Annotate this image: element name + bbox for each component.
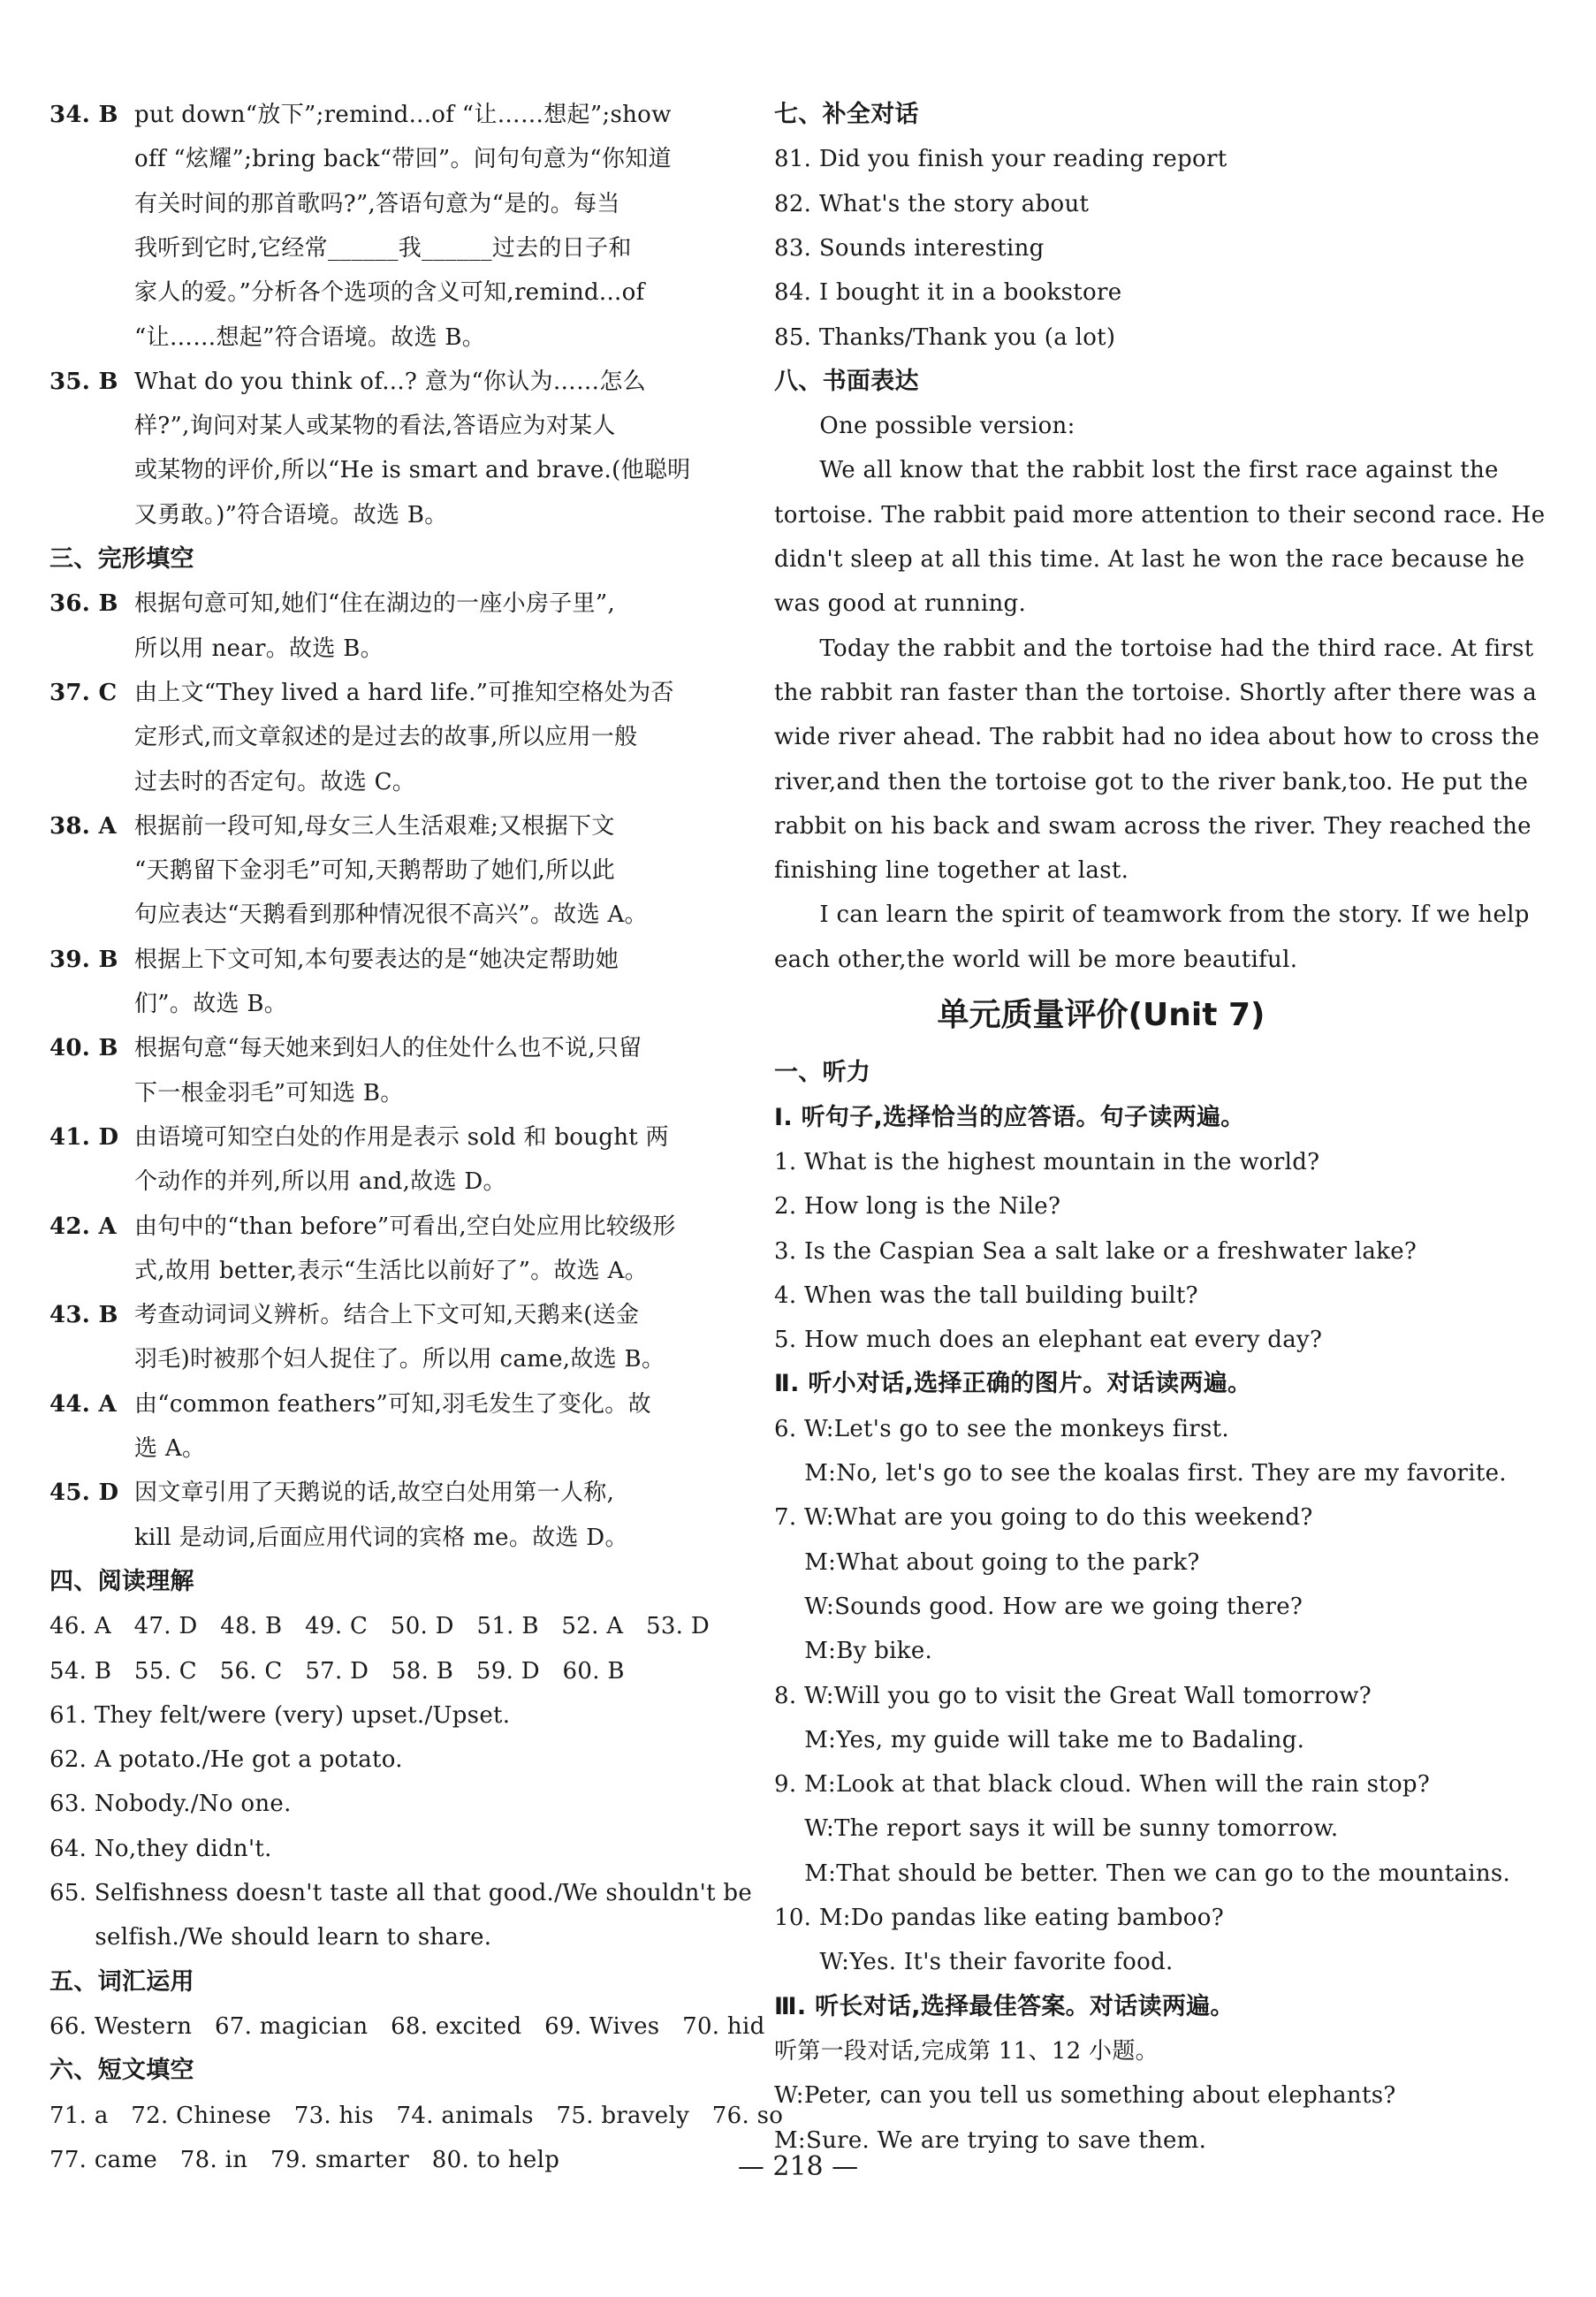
text-line	[49, 493, 448, 537]
text-line	[49, 1026, 642, 1070]
text-line	[774, 448, 1499, 492]
text-line	[49, 2004, 765, 2049]
text-line	[49, 404, 616, 448]
section-heading: Ⅲ. 听长对话,选择最佳答案。对话读两遍。	[774, 1992, 1235, 2020]
text-line	[774, 760, 1528, 804]
line-text: 83. Sounds interesting	[774, 234, 1045, 262]
line-text: each other,the world will be more beautiful.	[774, 946, 1298, 973]
line-text: We all know that the rabbit lost the first race against the	[774, 457, 1499, 484]
text-line	[774, 493, 1545, 537]
text-line	[774, 1985, 1235, 2029]
line-text: 式,故用 better,表示“生活比以前好了”。故选 A。	[134, 1257, 649, 1284]
text-line	[774, 1051, 870, 1095]
line-text: 66. Western 67. magician 68. excited 69. Wives 70. hid	[49, 2012, 765, 2040]
section-heading: 四、阅读理解	[49, 1567, 194, 1595]
line-text: 选 A。	[134, 1435, 206, 1462]
text-line	[774, 2073, 1396, 2118]
line-text: I can learn the spirit of teamwork from the story. If we help	[774, 901, 1530, 929]
text-line	[49, 1604, 710, 1648]
line-text: What do you think of...? 意为“你认为……怎么	[134, 368, 647, 395]
text-line	[49, 893, 648, 937]
line-text: finishing line together at last.	[774, 857, 1129, 885]
text-line	[49, 137, 672, 181]
text-line	[49, 1249, 648, 1293]
line-text: M:That should be better. Then we can go to the mountains.	[774, 1860, 1511, 1887]
section-heading: 八、书面表达	[774, 367, 919, 395]
section-heading: Ⅱ. 听小对话,选择正确的图片。对话读两遍。	[774, 1370, 1252, 1398]
text-line	[774, 804, 1531, 848]
line-text: selfish./We should learn to share.	[49, 1924, 492, 1951]
line-text: wide river ahead. The rabbit had no idea about how to cross the	[774, 724, 1540, 751]
line-text: 考查动词词义辨析。结合上下文可知,天鹅来(送金	[134, 1302, 640, 1329]
line-text: 由上文“They lived a hard life.”可推知空格处为否	[134, 679, 674, 706]
text-line	[49, 1205, 676, 1249]
line-text: 71. a 72. Chinese 73. his 74. animals 75. bravely 76. so	[49, 2102, 784, 2129]
question-number: 43. B	[49, 1302, 118, 1329]
section-heading: 五、词汇运用	[49, 1967, 194, 1996]
line-text: off “炫耀”;bring back“带回”。问句句意为“你知道	[134, 146, 672, 173]
text-line	[49, 760, 415, 804]
line-text: 82. What's the story about	[774, 190, 1090, 217]
text-line	[774, 1184, 1060, 1228]
line-text: 61. They felt/were (very) upset./Upset.	[49, 1701, 511, 1729]
line-text: M:Yes, my guide will take me to Badaling.	[774, 1726, 1305, 1753]
text-line	[49, 448, 690, 492]
line-text: 由句中的“than before”可看出,空白处应用比较级形	[134, 1213, 676, 1240]
question-number: 39. B	[49, 946, 118, 973]
question-number: 36. B	[49, 590, 118, 618]
line-text: the rabbit ran faster than the tortoise. Shortly after there was a	[774, 679, 1538, 706]
question-number: 34. B	[49, 102, 118, 128]
line-text: 下一根金羽毛”可知选 B。	[134, 1079, 404, 1107]
text-line	[774, 848, 1129, 893]
line-text: 所以用 near。故选 B。	[134, 635, 384, 662]
line-text: 54. B 55. C 56. C 57. D 58. B 59. D 60. B	[49, 1657, 625, 1685]
text-line	[49, 1782, 292, 1826]
line-text: 84. I bought it in a bookstore	[774, 279, 1122, 307]
question-number: 35. B	[49, 368, 118, 395]
line-text: 由“common feathers”可知,羽毛发生了变化。故	[134, 1390, 651, 1418]
question-number: 42. A	[49, 1213, 117, 1240]
line-text: 7. W:What are you going to do this weekend?	[774, 1504, 1313, 1532]
text-line	[49, 1915, 491, 1959]
text-line	[774, 938, 1297, 982]
text-line	[49, 1160, 506, 1204]
text-line	[774, 93, 919, 137]
text-line	[49, 1738, 403, 1782]
text-line	[49, 1071, 404, 1115]
line-text: 或某物的评价,所以“He is smart and brave.(他聪明	[134, 457, 691, 484]
line-text: 家人的爱。”分析各个选项的含义可知,remind...of	[134, 279, 645, 307]
text-line	[774, 1362, 1251, 1406]
text-line	[774, 1495, 1313, 1540]
question-number: 38. A	[49, 812, 117, 840]
line-text: M:No, let's go to see the koalas first. They are my favorite.	[774, 1460, 1507, 1487]
text-line	[774, 1229, 1417, 1274]
text-line	[49, 848, 615, 893]
text-line	[774, 1540, 1200, 1585]
text-line	[49, 226, 632, 270]
line-text: W:Sounds good. How are we going there?	[774, 1593, 1303, 1620]
line-text: 77. came 78. in 79. smarter 80. to help	[49, 2146, 560, 2173]
question-number: 37. C	[49, 679, 118, 706]
text-line	[774, 1585, 1303, 1629]
text-line	[774, 404, 1075, 448]
line-text: 5. How much does an elephant eat every day?	[774, 1327, 1323, 1354]
text-line	[774, 1451, 1507, 1495]
text-line	[49, 1382, 651, 1426]
line-text: M:Sure. We are trying to save them.	[774, 2126, 1207, 2154]
text-line	[49, 2094, 783, 2138]
text-line	[49, 1337, 665, 1381]
line-text: 定形式,而文章叙述的是过去的故事,所以应用一般	[134, 724, 638, 751]
question-number: 40. B	[49, 1035, 118, 1062]
section-heading: 六、短文填空	[49, 2057, 194, 2085]
text-line	[774, 1318, 1322, 1362]
text-line	[774, 1140, 1319, 1184]
line-text: 9. M:Look at that black cloud. When will the rain stop?	[774, 1771, 1431, 1799]
text-line	[774, 226, 1045, 270]
section-heading: 三、完形填空	[49, 545, 194, 573]
text-line	[774, 582, 1026, 626]
line-text: 听第一段对话,完成第 11、12 小题。	[774, 2037, 1159, 2065]
text-line	[49, 1560, 194, 1604]
line-text: 4. When was the tall building built?	[774, 1282, 1198, 1309]
text-line	[49, 1693, 510, 1738]
line-text: 6. W:Let's go to see the monkeys first.	[774, 1415, 1229, 1442]
text-line	[774, 627, 1534, 671]
text-line	[774, 1896, 1224, 1940]
text-line	[774, 360, 919, 404]
line-text: 46. A 47. D 48. B 49. C 50. D 51. B 52. A 53. D	[49, 1613, 710, 1640]
line-text: “让……想起”符合语境。故选 B。	[134, 323, 486, 351]
line-text: 们”。故选 B。	[134, 991, 288, 1017]
line-text: put down“放下”;remind...of “让……想起”;show	[134, 102, 672, 128]
text-line	[774, 1940, 1174, 1984]
line-text: M:What about going to the park?	[774, 1548, 1200, 1576]
text-line	[49, 1871, 752, 1915]
text-line	[49, 938, 619, 982]
text-line	[49, 2049, 194, 2093]
line-text: 根据上下文可知,本句要表达的是“她决定帮助她	[134, 946, 619, 973]
text-line	[49, 270, 645, 315]
text-line	[774, 182, 1089, 226]
text-line	[49, 1649, 625, 1693]
text-line	[49, 182, 620, 226]
text-line	[774, 1718, 1304, 1762]
text-line	[774, 270, 1121, 315]
line-text: 64. No,they didn't.	[49, 1835, 272, 1862]
text-line	[49, 715, 637, 759]
page-number: — 218 —	[737, 2151, 859, 2182]
line-text: 8. W:Will you go to visit the Great Wall tomorrow?	[774, 1682, 1372, 1709]
line-text: 65. Selfishness doesn't taste all that good./We shouldn't be	[49, 1880, 753, 1906]
text-line	[49, 1471, 614, 1515]
text-line	[774, 671, 1537, 715]
line-text: 81. Did you finish your reading report	[774, 146, 1227, 173]
text-line	[49, 316, 485, 360]
line-text: river,and then the tortoise got to the river bank,too. He put the	[774, 768, 1529, 795]
text-line	[49, 1827, 272, 1871]
line-text: W:The report says it will be sunny tomorrow.	[774, 1815, 1339, 1843]
unit-title: 单元质量评价(Unit 7)	[937, 997, 1265, 1033]
text-line	[49, 1426, 205, 1471]
line-text: 样?”,询问对某人或某物的看法,答语应为对某人	[134, 413, 616, 440]
text-line	[774, 1674, 1372, 1718]
line-text: M:By bike.	[774, 1638, 933, 1665]
line-text: 我听到它时,它经常______我______过去的日子和	[134, 234, 632, 262]
text-line	[49, 671, 674, 715]
text-line	[774, 137, 1227, 181]
line-text: 85. Thanks/Thank you (a lot)	[774, 323, 1116, 351]
section-heading: 一、听力	[774, 1059, 871, 1087]
text-line	[774, 537, 1524, 582]
text-line	[49, 93, 672, 137]
line-text: tortoise. The rabbit paid more attention to their second race. He	[774, 501, 1546, 529]
text-line	[49, 1960, 194, 2004]
line-text: 根据前一段可知,母女三人生活艰难;又根据下文	[134, 812, 615, 840]
text-line	[49, 537, 194, 582]
line-text: W:Peter, can you tell us something about elephants?	[774, 2082, 1396, 2110]
section-heading: Ⅰ. 听句子,选择恰当的应答语。句子读两遍。	[774, 1103, 1245, 1131]
text-line	[774, 715, 1539, 759]
line-text: 根据句意可知,她们“住在湖边的一座小房子里”,	[134, 590, 616, 618]
line-text: didn't sleep at all this time. At last he won the race because he	[774, 546, 1525, 573]
text-line	[49, 360, 646, 404]
line-text: 有关时间的那首歌吗?”,答语句意为“是的。每当	[134, 190, 620, 217]
line-text: kill 是动词,后面应用代词的宾格 me。故选 D。	[134, 1524, 628, 1551]
line-text: 2. How long is the Nile?	[774, 1193, 1061, 1221]
line-text: 由语境可知空白处的作用是表示 sold 和 bought 两	[134, 1123, 669, 1151]
line-text: 又勇敢。)”符合语境。故选 B。	[134, 501, 448, 529]
question-number: 44. A	[49, 1390, 117, 1418]
line-text: 句应表达“天鹅看到那种情况很不高兴”。故选 A。	[134, 901, 648, 929]
question-number: 45. D	[49, 1479, 119, 1507]
text-line	[774, 1629, 932, 1673]
text-line	[774, 1096, 1245, 1140]
line-text: 羽毛)时被那个妇人捉住了。所以用 came,故选 B。	[134, 1346, 665, 1373]
text-line	[49, 1293, 639, 1337]
text-line	[774, 1762, 1430, 1806]
line-text: One possible version:	[774, 413, 1075, 440]
line-text: was good at running.	[774, 590, 1027, 618]
line-text: 因文章引用了天鹅说的话,故空白处用第一人称,	[134, 1479, 615, 1507]
line-text: 个动作的并列,所以用 and,故选 D。	[134, 1168, 506, 1196]
line-text: 1. What is the highest mountain in the world?	[774, 1148, 1320, 1175]
line-text: 根据句意“每天她来到妇人的住处什么也不说,只留	[134, 1035, 642, 1062]
text-line	[774, 1852, 1510, 1896]
line-text: W:Yes. It's their favorite food.	[774, 1949, 1174, 1976]
line-text: 过去时的否定句。故选 C。	[134, 768, 416, 795]
text-line	[49, 1516, 628, 1560]
text-line	[774, 2029, 1159, 2073]
line-text: 3. Is the Caspian Sea a salt lake or a freshwater lake?	[774, 1237, 1417, 1265]
text-line	[49, 582, 615, 626]
text-line	[774, 316, 1115, 360]
question-number: 41. D	[49, 1123, 119, 1151]
line-text: “天鹅留下金羽毛”可知,天鹅帮助了她们,所以此	[134, 857, 616, 885]
line-text: 63. Nobody./No one.	[49, 1791, 292, 1818]
section-heading: 七、补全对话	[774, 101, 919, 128]
text-line	[49, 982, 287, 1026]
line-text: 62. A potato./He got a potato.	[49, 1746, 403, 1774]
text-line	[49, 627, 384, 671]
text-line	[49, 1115, 669, 1160]
line-text: Today the rabbit and the tortoise had the third race. At first	[774, 635, 1534, 662]
text-line	[774, 1274, 1198, 1318]
text-line	[49, 804, 615, 848]
text-line	[774, 893, 1530, 937]
text-line	[774, 1806, 1339, 1851]
line-text: rabbit on his back and swam across the river. They reached the	[774, 812, 1531, 840]
text-line	[774, 1407, 1229, 1451]
line-text: 10. M:Do pandas like eating bamboo?	[774, 1905, 1224, 1931]
